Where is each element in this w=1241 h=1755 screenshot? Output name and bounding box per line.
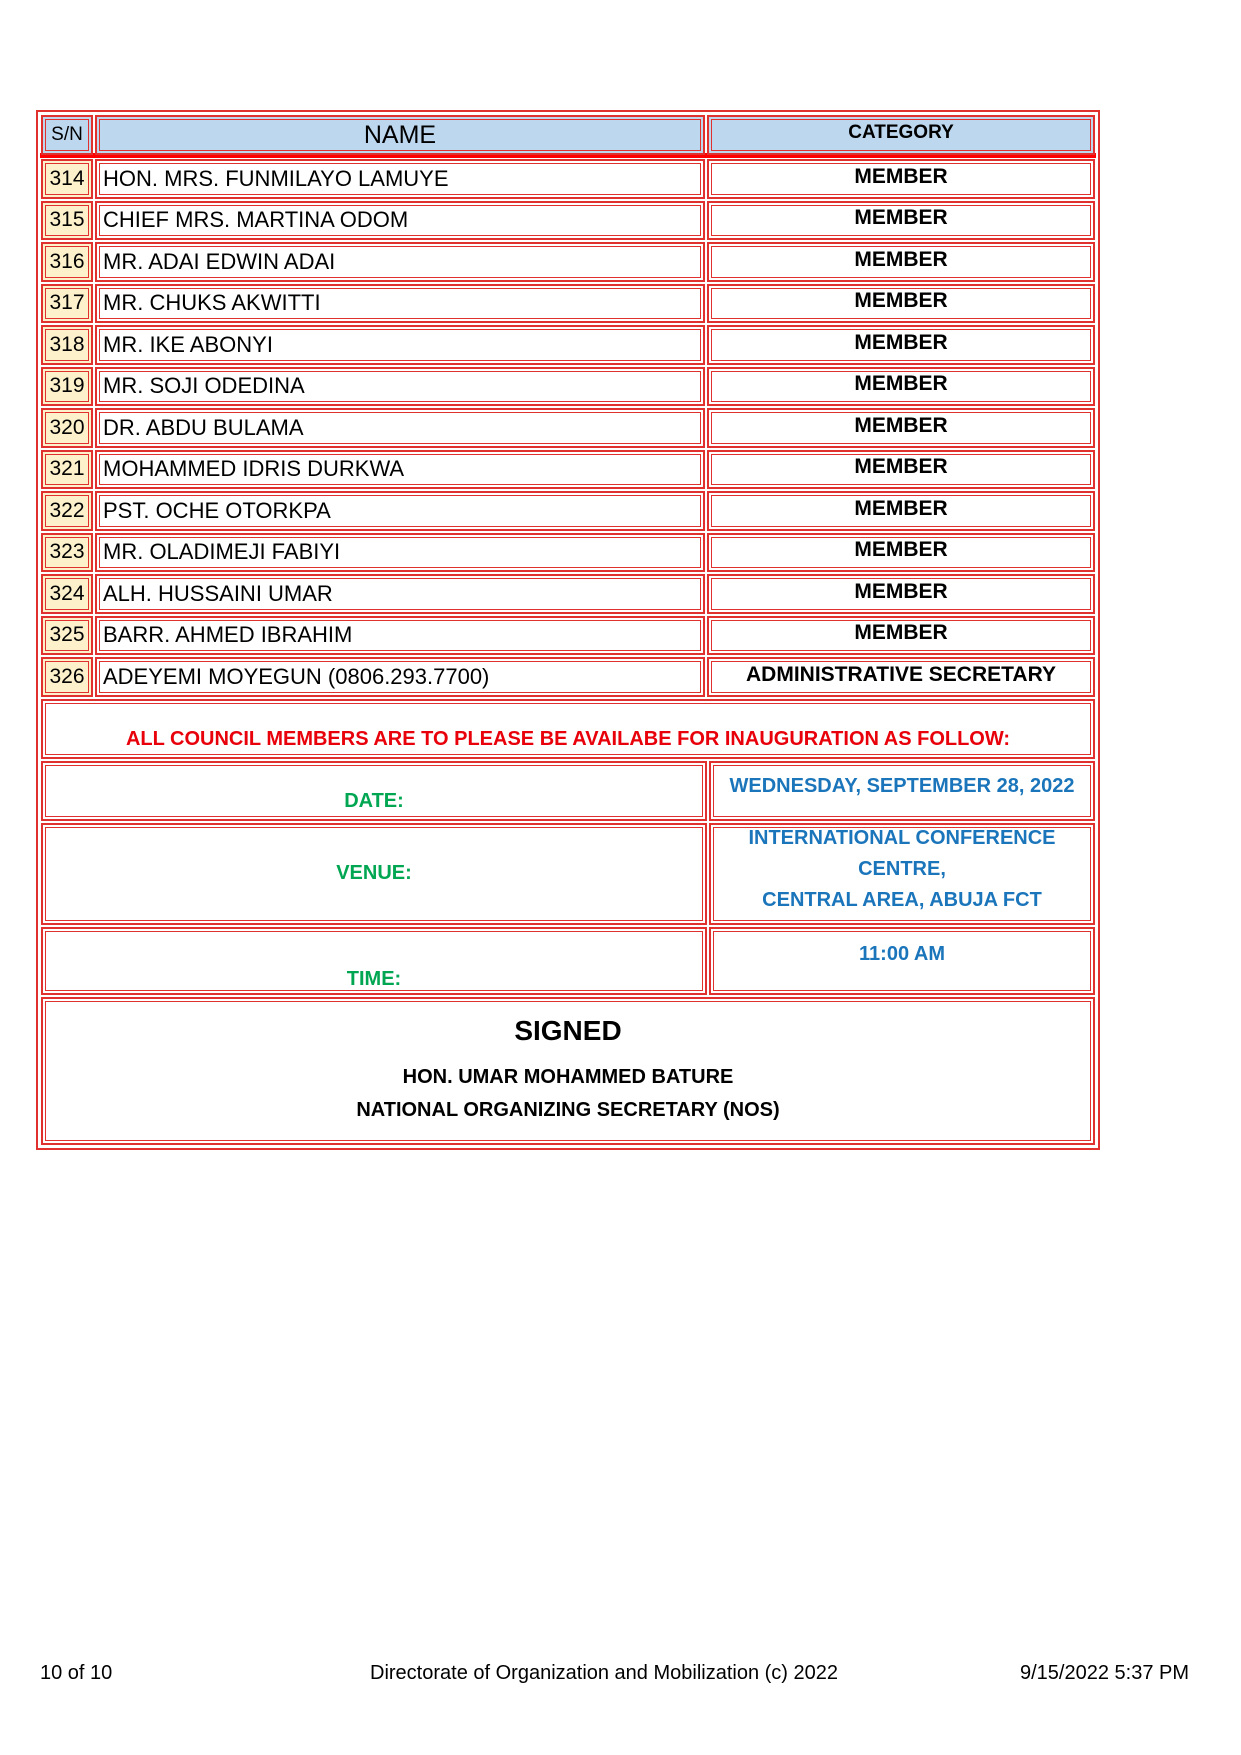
sn-cell: 326 bbox=[41, 657, 93, 697]
name-cell: BARR. AHMED IBRAHIM bbox=[95, 616, 705, 656]
members-table bbox=[36, 110, 1100, 1150]
footer-page-number: 10 of 10 bbox=[40, 1662, 113, 1684]
name-cell: ALH. HUSSAINI UMAR bbox=[95, 574, 705, 614]
category-cell: MEMBER bbox=[707, 367, 1095, 407]
sn-cell: 316 bbox=[41, 242, 93, 282]
time-label: TIME: bbox=[41, 927, 707, 995]
category-cell: MEMBER bbox=[707, 242, 1095, 282]
category-cell: MEMBER bbox=[707, 325, 1095, 365]
header-name: NAME bbox=[95, 115, 705, 155]
table-row bbox=[40, 158, 1096, 200]
venue-value bbox=[709, 823, 1095, 925]
header-category: CATEGORY bbox=[707, 115, 1095, 155]
time-value: 11:00 AM bbox=[709, 927, 1095, 995]
name-cell: CHIEF MRS. MARTINA ODOM bbox=[95, 201, 705, 241]
sn-cell: 314 bbox=[41, 159, 93, 199]
date-row bbox=[40, 760, 1096, 822]
signatory-role: NATIONAL ORGANIZING SECRETARY (NOS) bbox=[356, 1098, 780, 1121]
category-cell: MEMBER bbox=[707, 201, 1095, 241]
table-row bbox=[40, 324, 1096, 366]
time-row bbox=[40, 926, 1096, 996]
table-header-row bbox=[40, 114, 1096, 156]
footer-timestamp: 9/15/2022 5:37 PM bbox=[1019, 1662, 1189, 1684]
footer-title: Directorate of Organization and Mobilization (c) 2022 bbox=[370, 1662, 839, 1684]
name-cell: ADEYEMI MOYEGUN (0806.293.7700) bbox=[95, 657, 705, 697]
signature-block bbox=[41, 997, 1095, 1145]
name-cell: PST. OCHE OTORKPA bbox=[95, 491, 705, 531]
table-row bbox=[40, 407, 1096, 449]
category-cell: ADMINISTRATIVE SECRETARY bbox=[707, 657, 1095, 697]
notice-row bbox=[40, 698, 1096, 760]
sn-cell: 323 bbox=[41, 533, 93, 573]
notice-text: ALL COUNCIL MEMBERS ARE TO PLEASE BE AVAILABE FOR INAUGURATION AS FOLLOW: bbox=[41, 699, 1095, 759]
signatory-name: HON. UMAR MOHAMMED BATURE bbox=[402, 1065, 734, 1088]
sn-cell: 322 bbox=[41, 491, 93, 531]
date-label: DATE: bbox=[41, 761, 707, 821]
table-row bbox=[40, 656, 1096, 698]
table-body bbox=[40, 158, 1096, 698]
venue-label: VENUE: bbox=[41, 823, 707, 925]
category-cell: MEMBER bbox=[707, 574, 1095, 614]
sn-cell: 317 bbox=[41, 284, 93, 324]
table-row bbox=[40, 615, 1096, 657]
date-value: WEDNESDAY, SEPTEMBER 28, 2022 bbox=[709, 761, 1095, 821]
signed-title: SIGNED bbox=[514, 1014, 622, 1046]
category-cell: MEMBER bbox=[707, 159, 1095, 199]
table-row bbox=[40, 283, 1096, 325]
name-cell: MR. IKE ABONYI bbox=[95, 325, 705, 365]
name-cell: HON. MRS. FUNMILAYO LAMUYE bbox=[95, 159, 705, 199]
name-cell: MR. OLADIMEJI FABIYI bbox=[95, 533, 705, 573]
sn-cell: 320 bbox=[41, 408, 93, 448]
category-cell: MEMBER bbox=[707, 408, 1095, 448]
name-cell: MOHAMMED IDRIS DURKWA bbox=[95, 450, 705, 490]
sn-cell: 319 bbox=[41, 367, 93, 407]
category-cell: MEMBER bbox=[707, 284, 1095, 324]
table-row bbox=[40, 366, 1096, 408]
venue-line-2: CENTRAL AREA, ABUJA FCT bbox=[762, 889, 1042, 911]
table-row bbox=[40, 200, 1096, 242]
table-row bbox=[40, 241, 1096, 283]
table-row bbox=[40, 532, 1096, 574]
category-cell: MEMBER bbox=[707, 491, 1095, 531]
table-row bbox=[40, 573, 1096, 615]
signature-row bbox=[40, 996, 1096, 1146]
sn-cell: 315 bbox=[41, 201, 93, 241]
category-cell: MEMBER bbox=[707, 533, 1095, 573]
category-cell: MEMBER bbox=[707, 616, 1095, 656]
venue-row bbox=[40, 822, 1096, 926]
sn-cell: 321 bbox=[41, 450, 93, 490]
venue-line-1: INTERNATIONAL CONFERENCE CENTRE, bbox=[748, 827, 1056, 880]
sn-cell: 324 bbox=[41, 574, 93, 614]
sn-cell: 325 bbox=[41, 616, 93, 656]
name-cell: DR. ABDU BULAMA bbox=[95, 408, 705, 448]
category-cell: MEMBER bbox=[707, 450, 1095, 490]
header-sn: S/N bbox=[41, 115, 93, 155]
sn-cell: 318 bbox=[41, 325, 93, 365]
table-row bbox=[40, 490, 1096, 532]
name-cell: MR. SOJI ODEDINA bbox=[95, 367, 705, 407]
name-cell: MR. ADAI EDWIN ADAI bbox=[95, 242, 705, 282]
name-cell: MR. CHUKS AKWITTI bbox=[95, 284, 705, 324]
table-row bbox=[40, 449, 1096, 491]
